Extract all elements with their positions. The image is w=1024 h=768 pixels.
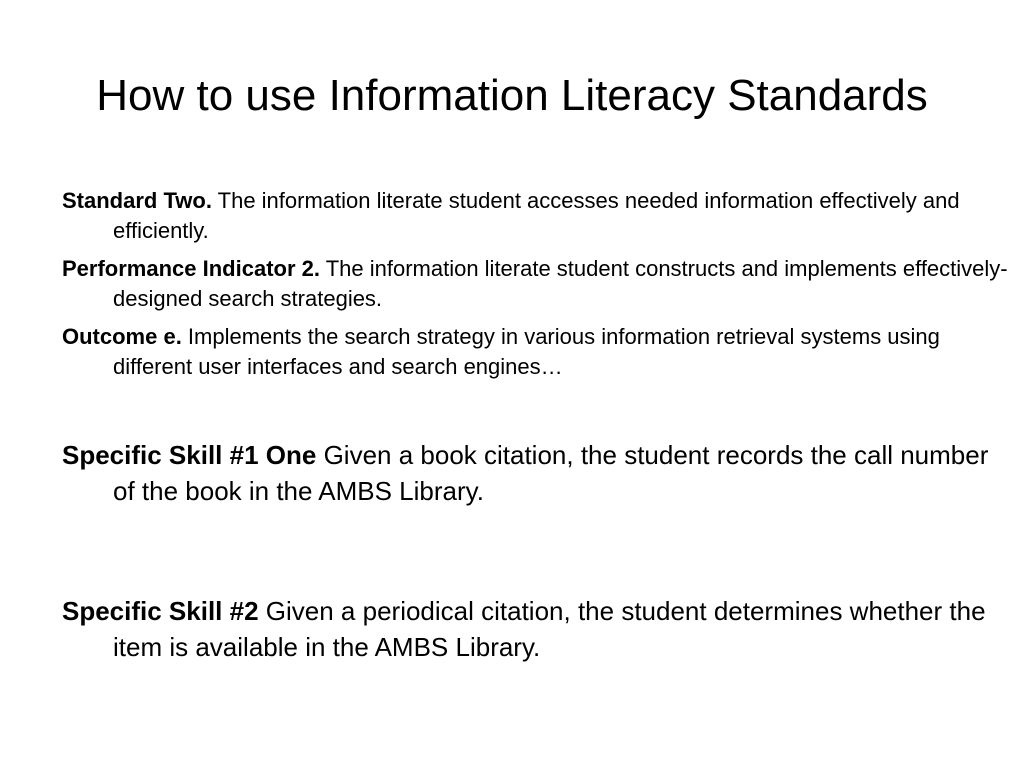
specific-skill-2-text: Given a periodical citation, the student determines whether the item is available in the AMBS Library. xyxy=(113,596,986,662)
performance-indicator-text: The information literate student constructs and implements effectively-designed search strategies. xyxy=(113,256,1008,311)
performance-indicator-paragraph xyxy=(62,254,1013,314)
specific-skill-2-label: Specific Skill #2 xyxy=(62,596,259,626)
standard-two-paragraph xyxy=(62,186,1013,246)
slide-title: How to use Information Literacy Standards xyxy=(96,71,928,120)
standard-two-text: The information literate student accesses needed information effectively and efficiently. xyxy=(113,188,960,243)
specific-skill-2-paragraph xyxy=(62,593,1013,665)
specific-skill-1-paragraph xyxy=(62,437,1013,509)
standard-two-label: Standard Two. xyxy=(62,188,212,213)
performance-indicator-label: Performance Indicator 2. xyxy=(62,256,320,281)
specific-skill-1-label: Specific Skill #1 One xyxy=(62,440,317,470)
specific-skill-1-text: Given a book citation, the student records the call number of the book in the AMBS Library. xyxy=(113,440,989,506)
outcome-label: Outcome e. xyxy=(62,324,182,349)
outcome-text: Implements the search strategy in various information retrieval systems using different user interfaces and search engines… xyxy=(113,324,940,379)
outcome-paragraph xyxy=(62,322,1013,382)
